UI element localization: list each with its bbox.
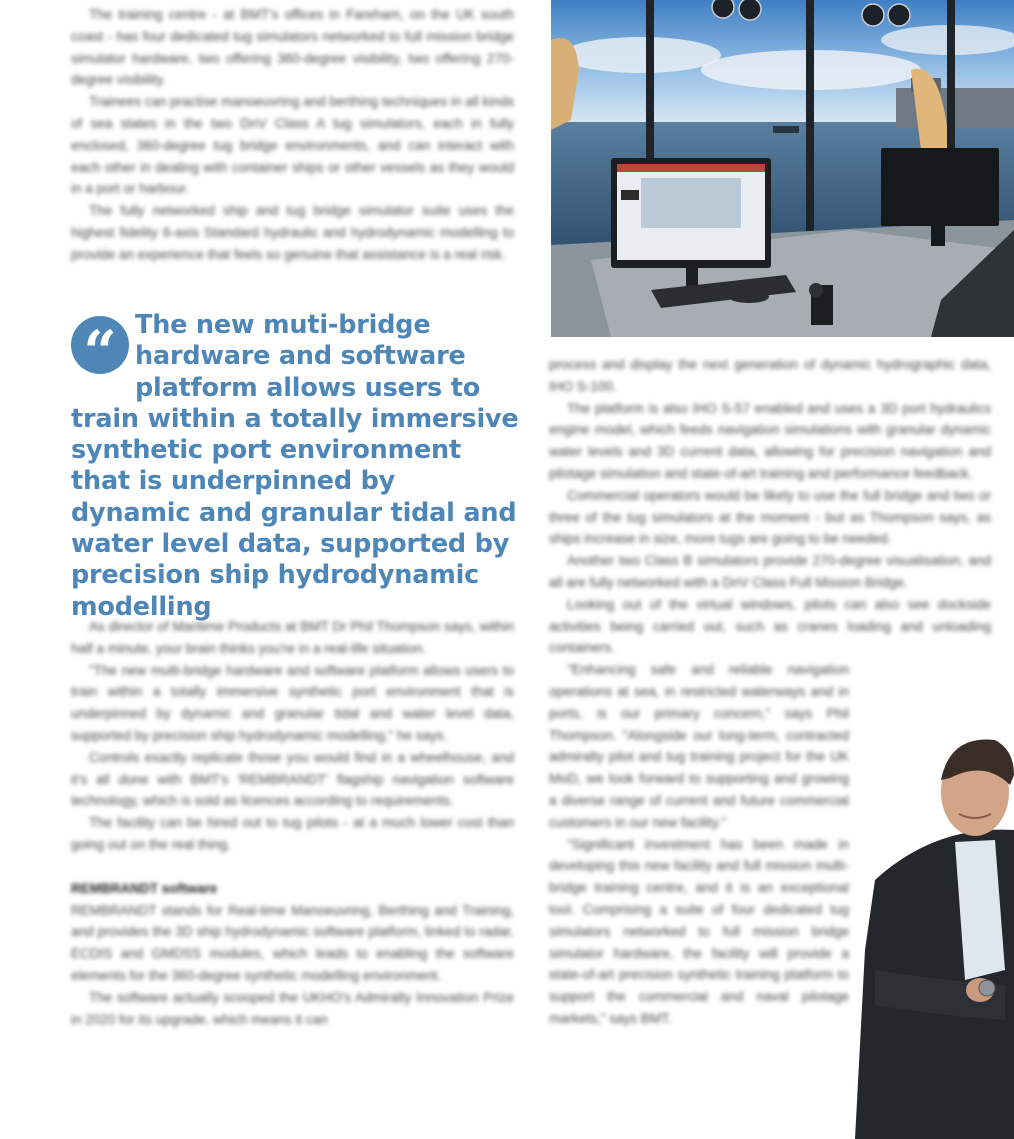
paragraph: "Enhancing safe and reliable navigation operations at sea, in restricted waterways and in ports, is our primary concern," says Phil Thompson. "Alongside our long-term, contracted admiralty pilot and tug training project for the UK MoD, we look forward to supporting and growing a diverse range of current and future commercial customers in our new facility." (549, 662, 849, 830)
simulator-bridge-photo (551, 0, 1014, 337)
paragraph: "Significant investment has been made in developing this new facility and full mission multi-bridge training centre, and it is an exceptional tool. Comprising a suite of four dedicated tug simulators networked to full mission bridge simulator hardware, the facility will provide a state-of-art precision synthetic training platform to support the commercial and naval pilotage markets," says BMT. (549, 836, 849, 1026)
paragraph: The software actually scooped the UKHO's Admiralty Innovation Prize in 2020 for its upgrade, which means it can (71, 989, 514, 1027)
quote-icon: “ (71, 316, 129, 374)
person-portrait-photo (855, 730, 1014, 1139)
paragraph: Looking out of the virtual windows, pilots can also see dockside activities being carried out, such as cranes loading and unloading containers. (549, 596, 991, 656)
paragraph: Another two Class B simulators provide 270-degree visualisation, and all are fully networked with a DnV Class Full Mission Bridge. (549, 553, 991, 590)
paragraph: Commercial operators would be likely to use the full bridge and two or three of the tug simulators at the moment - but as Thompson says, as ships increase in size, more tugs are going to be needed. (549, 487, 991, 547)
pull-quote (71, 310, 521, 623)
pull-quote-text: The new muti-bridge hardware and software platform allows users to train within a totally immersive synthetic port environment that is underpinned by dynamic and granular tidal and water level data, supported by precision ship hydrodynamic modelling (71, 310, 519, 622)
paragraph: The fully networked ship and tug bridge simulator suite uses the highest fidelity 6-axis Standard hydraulic and hydrodynamic modelling to provide an experience that feels so genuine that assistance is a real risk. (71, 203, 514, 262)
paragraph: Trainees can practise manoeuvring and berthing techniques in all kinds of sea states in the two DnV Class A tug simulators, each in fully enclosed, 360-degree tug bridge environments, and can interact with each other in dealing with container ships or other vessels as they would in a port or harbour. (71, 94, 514, 197)
paragraph: As director of Maritime Products at BMT Dr Phil Thompson says, within half a minute, your brain thinks you're in a real-life situation. (71, 619, 514, 656)
paragraph: The training centre - at BMT's offices in Fareham, on the UK south coast - has four dedicated tug simulators networked to full mission bridge simulator hardware, two offering 360-degree visibility, two offering 270-degree visibility. (71, 7, 514, 88)
paragraph: "The new multi-bridge hardware and software platform allows users to train within a totally immersive synthetic port environment that is underpinned by dynamic and granular tidal and water level data, supported by precision ship hydrodynamic modelling," he says. (71, 662, 514, 743)
section-subhead: REMBRANDT software (71, 880, 218, 896)
paragraph: process and display the next generation of dynamic hydrographic data, IHO S-100. (549, 357, 991, 394)
paragraph: REMBRANDT stands for Real-time Manoeuvring, Berthing and Training, and provides the 3D ship hydrodynamic software platform, linked to radar, ECDIS and GMDSS modules, which leads to enabling the software elements for the 360-degree synthetic modelling environment. (71, 902, 514, 983)
left-column-top-text (71, 4, 514, 266)
left-column-bottom-text (71, 616, 514, 1030)
paragraph: The platform is also IHO S-57 enabled and uses a 3D port hydraulics engine model, which feeds navigation simulations with granular dynamic water levels and 3D current data, allowing for precision navigation and pilotage simulation and state-of-art training and performance feedback. (549, 400, 991, 481)
paragraph: The facility can be hired out to tug pilots - at a much lower cost than going out on the real thing. (71, 815, 514, 852)
paragraph: Controls exactly replicate those you would find in a wheelhouse, and it's all done with BMT's 'REMBRANDT' flagship navigation software technology, which is sold as licences according to requirements. (71, 749, 514, 809)
